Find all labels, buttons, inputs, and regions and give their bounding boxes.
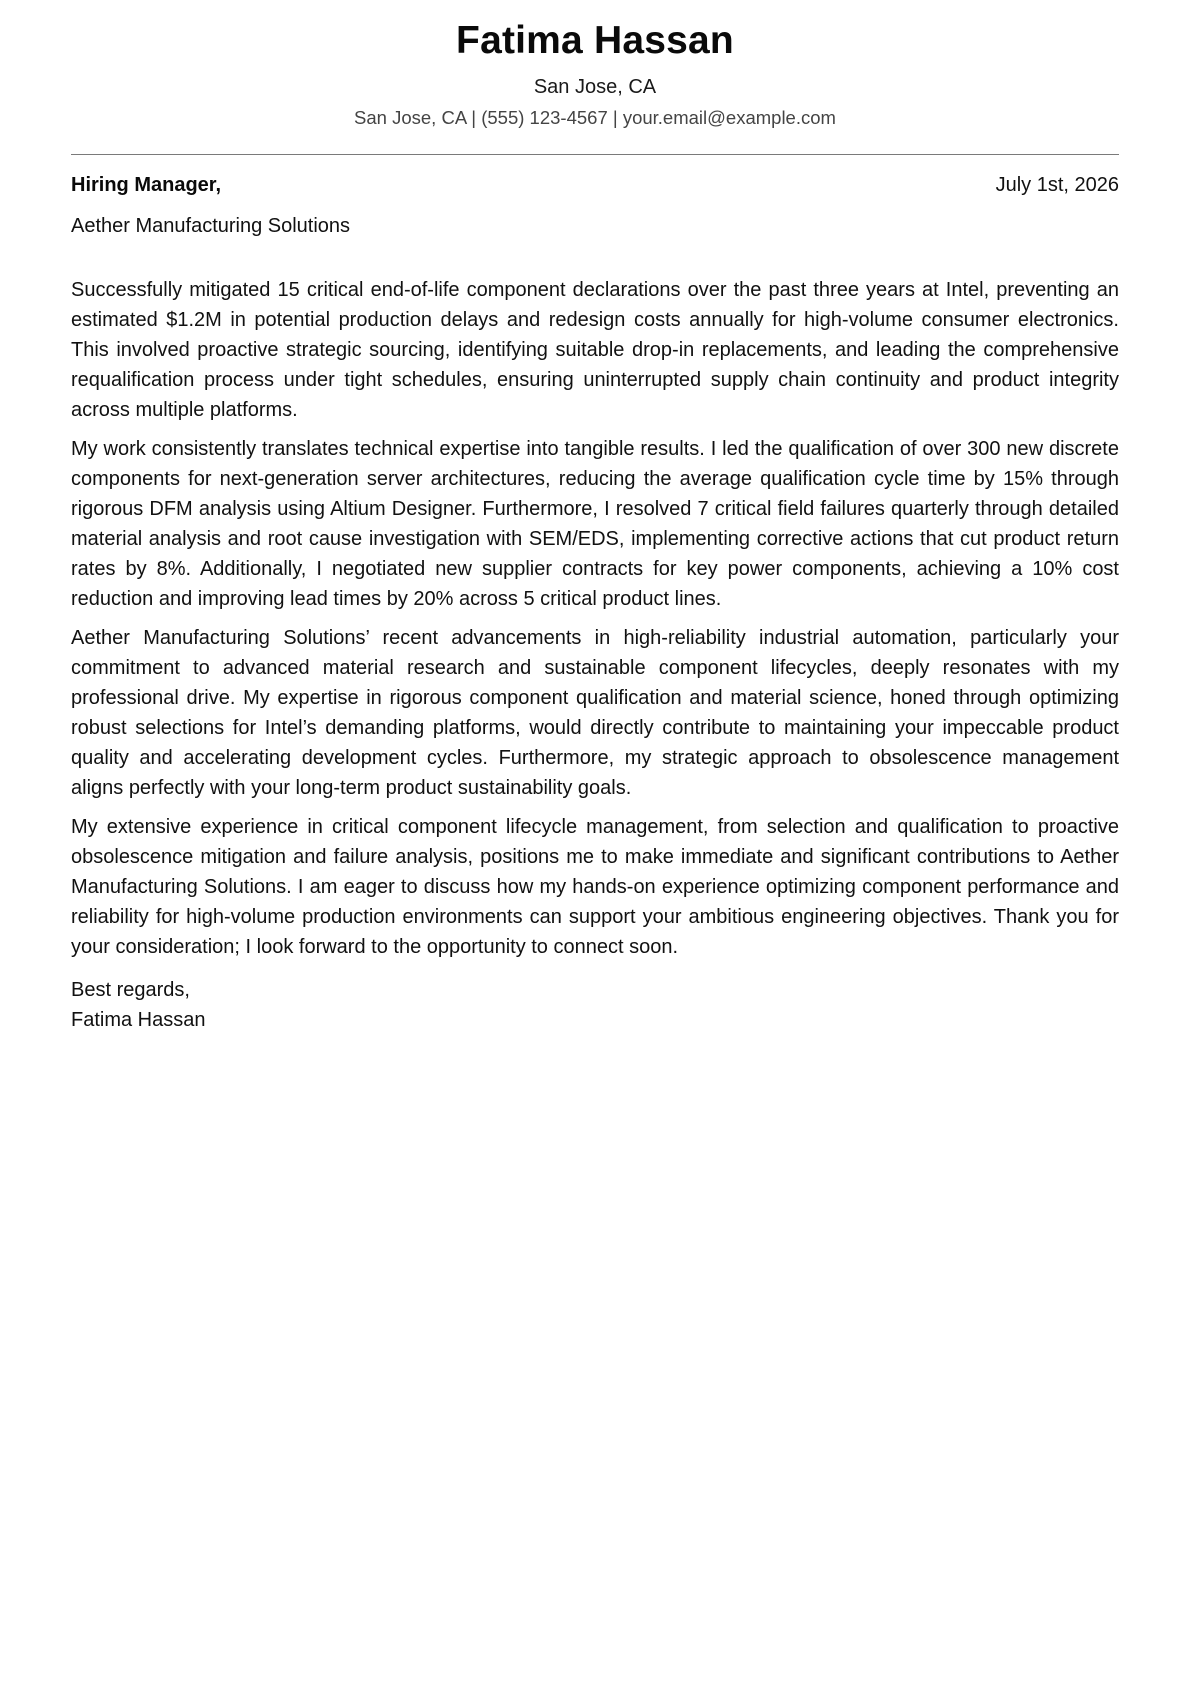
body-paragraph-2: My work consistently translates technical expertise into tangible results. I led the qualification of over 300 new discrete components for next-generation server architectures, reducing the average qualification cycle time by 15% through rigorous DFM analysis using Altium Designer. Furthermore, I resolved 7 critical field failures quarterly through detailed material analysis and root cause investigation with SEM/EDS, implementing corrective actions that cut product return rates by 8%. Additionally, I negotiated new supplier contracts for key power components, achieving a 10% cost reduction and improving lead times by 20% across 5 critical product lines. [71,438,1119,610]
closing-phrase: Best regards, [71,979,190,1001]
letter-date: July 1st, 2026 [995,174,1119,196]
salutation: Hiring Manager, [71,174,222,196]
body-paragraph-4: My extensive experience in critical component lifecycle management, from selection and qualification to proactive obsolescence mitigation and failure analysis, positions me to make immediate and significant contributions to Aether Manufacturing Solutions. I am eager to discuss how my hands-on experience optimizing component performance and reliability for high-volume production environments can support your ambitious engineering objectives. Thank you for your consideration; I look forward to the opportunity to connect soon. [71,816,1119,958]
signature-name: Fatima Hassan [71,1009,206,1031]
body-paragraph-1: Successfully mitigated 15 critical end-of-life component declarations over the past three years at Intel, preventing an estimated $1.2M in potential production delays and redesign costs annually for high-volume consumer electronics. This involved proactive strategic sourcing, identifying suitable drop-in replacements, and leading the comprehensive requalification process under tight schedules, ensuring uninterrupted supply chain continuity and product integrity across multiple platforms. [71,279,1119,421]
body-paragraph-3: Aether Manufacturing Solutions’ recent advancements in high-reliability industrial automation, particularly your commitment to advanced material research and sustainable component lifecycles, deeply resonates with my professional drive. My expertise in rigorous component qualification and material science, honed through optimizing robust selections for Intel’s demanding platforms, would directly contribute to maintaining your impeccable product quality and accelerating development cycles. Furthermore, my strategic approach to obsolescence management aligns perfectly with your long-term product sustainability goals. [71,627,1119,799]
contact-line: San Jose, CA | (555) 123-4567 | your.email@example.com [354,107,836,128]
header-divider [71,154,1119,155]
recipient-company: Aether Manufacturing Solutions [71,215,351,237]
applicant-location: San Jose, CA [533,76,657,98]
applicant-name: Fatima Hassan [456,19,734,62]
letter-closing [71,975,1119,1035]
salutation-date-row [71,171,1119,199]
letter-body [71,275,1119,962]
letter-header [71,0,1119,130]
